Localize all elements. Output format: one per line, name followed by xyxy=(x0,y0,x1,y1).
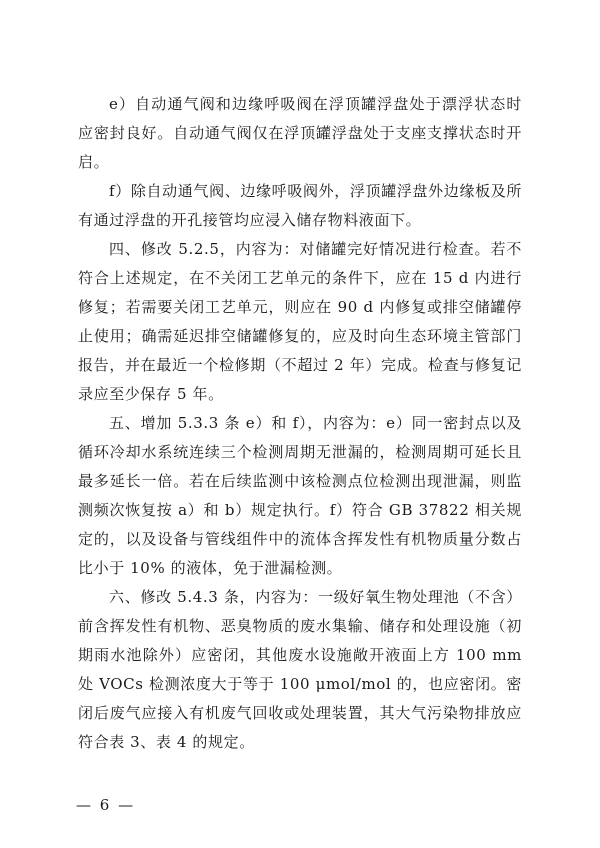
document-page xyxy=(78,90,522,757)
paragraph-section-5: 五、增加 5.3.3 条 e）和 f），内容为：e）同一密封点以及循环冷却水系统连续三个检测周期无泄漏的，检测周期可延长且最多延长一倍。若在后续监测中该检测点位检测出现泄漏，则监测频次恢复按 a）和 b）规定执行。f）符合 GB 37822 相关规定的，以及设备与管线组件中的流体含挥发性有机物质量分数占比小于 10% 的液体，免于泄漏检测。 xyxy=(78,414,522,577)
paragraph-section-4: 四、修改 5.2.5，内容为：对储罐完好情况进行检查。若不符合上述规定，在不关闭工艺单元的条件下，应在 15 d 内进行修复；若需要关闭工艺单元，则应在 90 d 内修复或排空储罐停止使用；确需延迟排空储罐修复的，应及时向生态环境主管部门报告，并在最近一个检修期（不超过 2 年）完成。检查与修复记录应至少保存 5 年。 xyxy=(78,240,522,403)
paragraph-item-f: f）除自动通气阀、边缘呼吸阀外，浮顶罐浮盘外边缘板及所有通过浮盘的开孔接管均应浸入储存物料液面下。 xyxy=(78,182,522,229)
paragraph-item-e: e）自动通气阀和边缘呼吸阀在浮顶罐浮盘处于漂浮状态时应密封良好。自动通气阀仅在浮顶罐浮盘处于支座支撑状态时开启。 xyxy=(78,95,522,171)
paragraph-section-6: 六、修改 5.4.3 条，内容为：一级好氧生物处理池（不含）前含挥发性有机物、恶臭物质的废水集输、储存和处理设施（初期雨水池除外）应密闭，其他废水设施敞开液面上方 100 mm 处 VOCs 检测浓度大于等于 100 μmol/mol 的，也应密闭。密闭后废气应接入有机废气回收或处理装置，其大气污染物排放应符合表 3、表 4 的规定。 xyxy=(78,588,522,751)
page-number: — 6 — xyxy=(76,796,136,814)
